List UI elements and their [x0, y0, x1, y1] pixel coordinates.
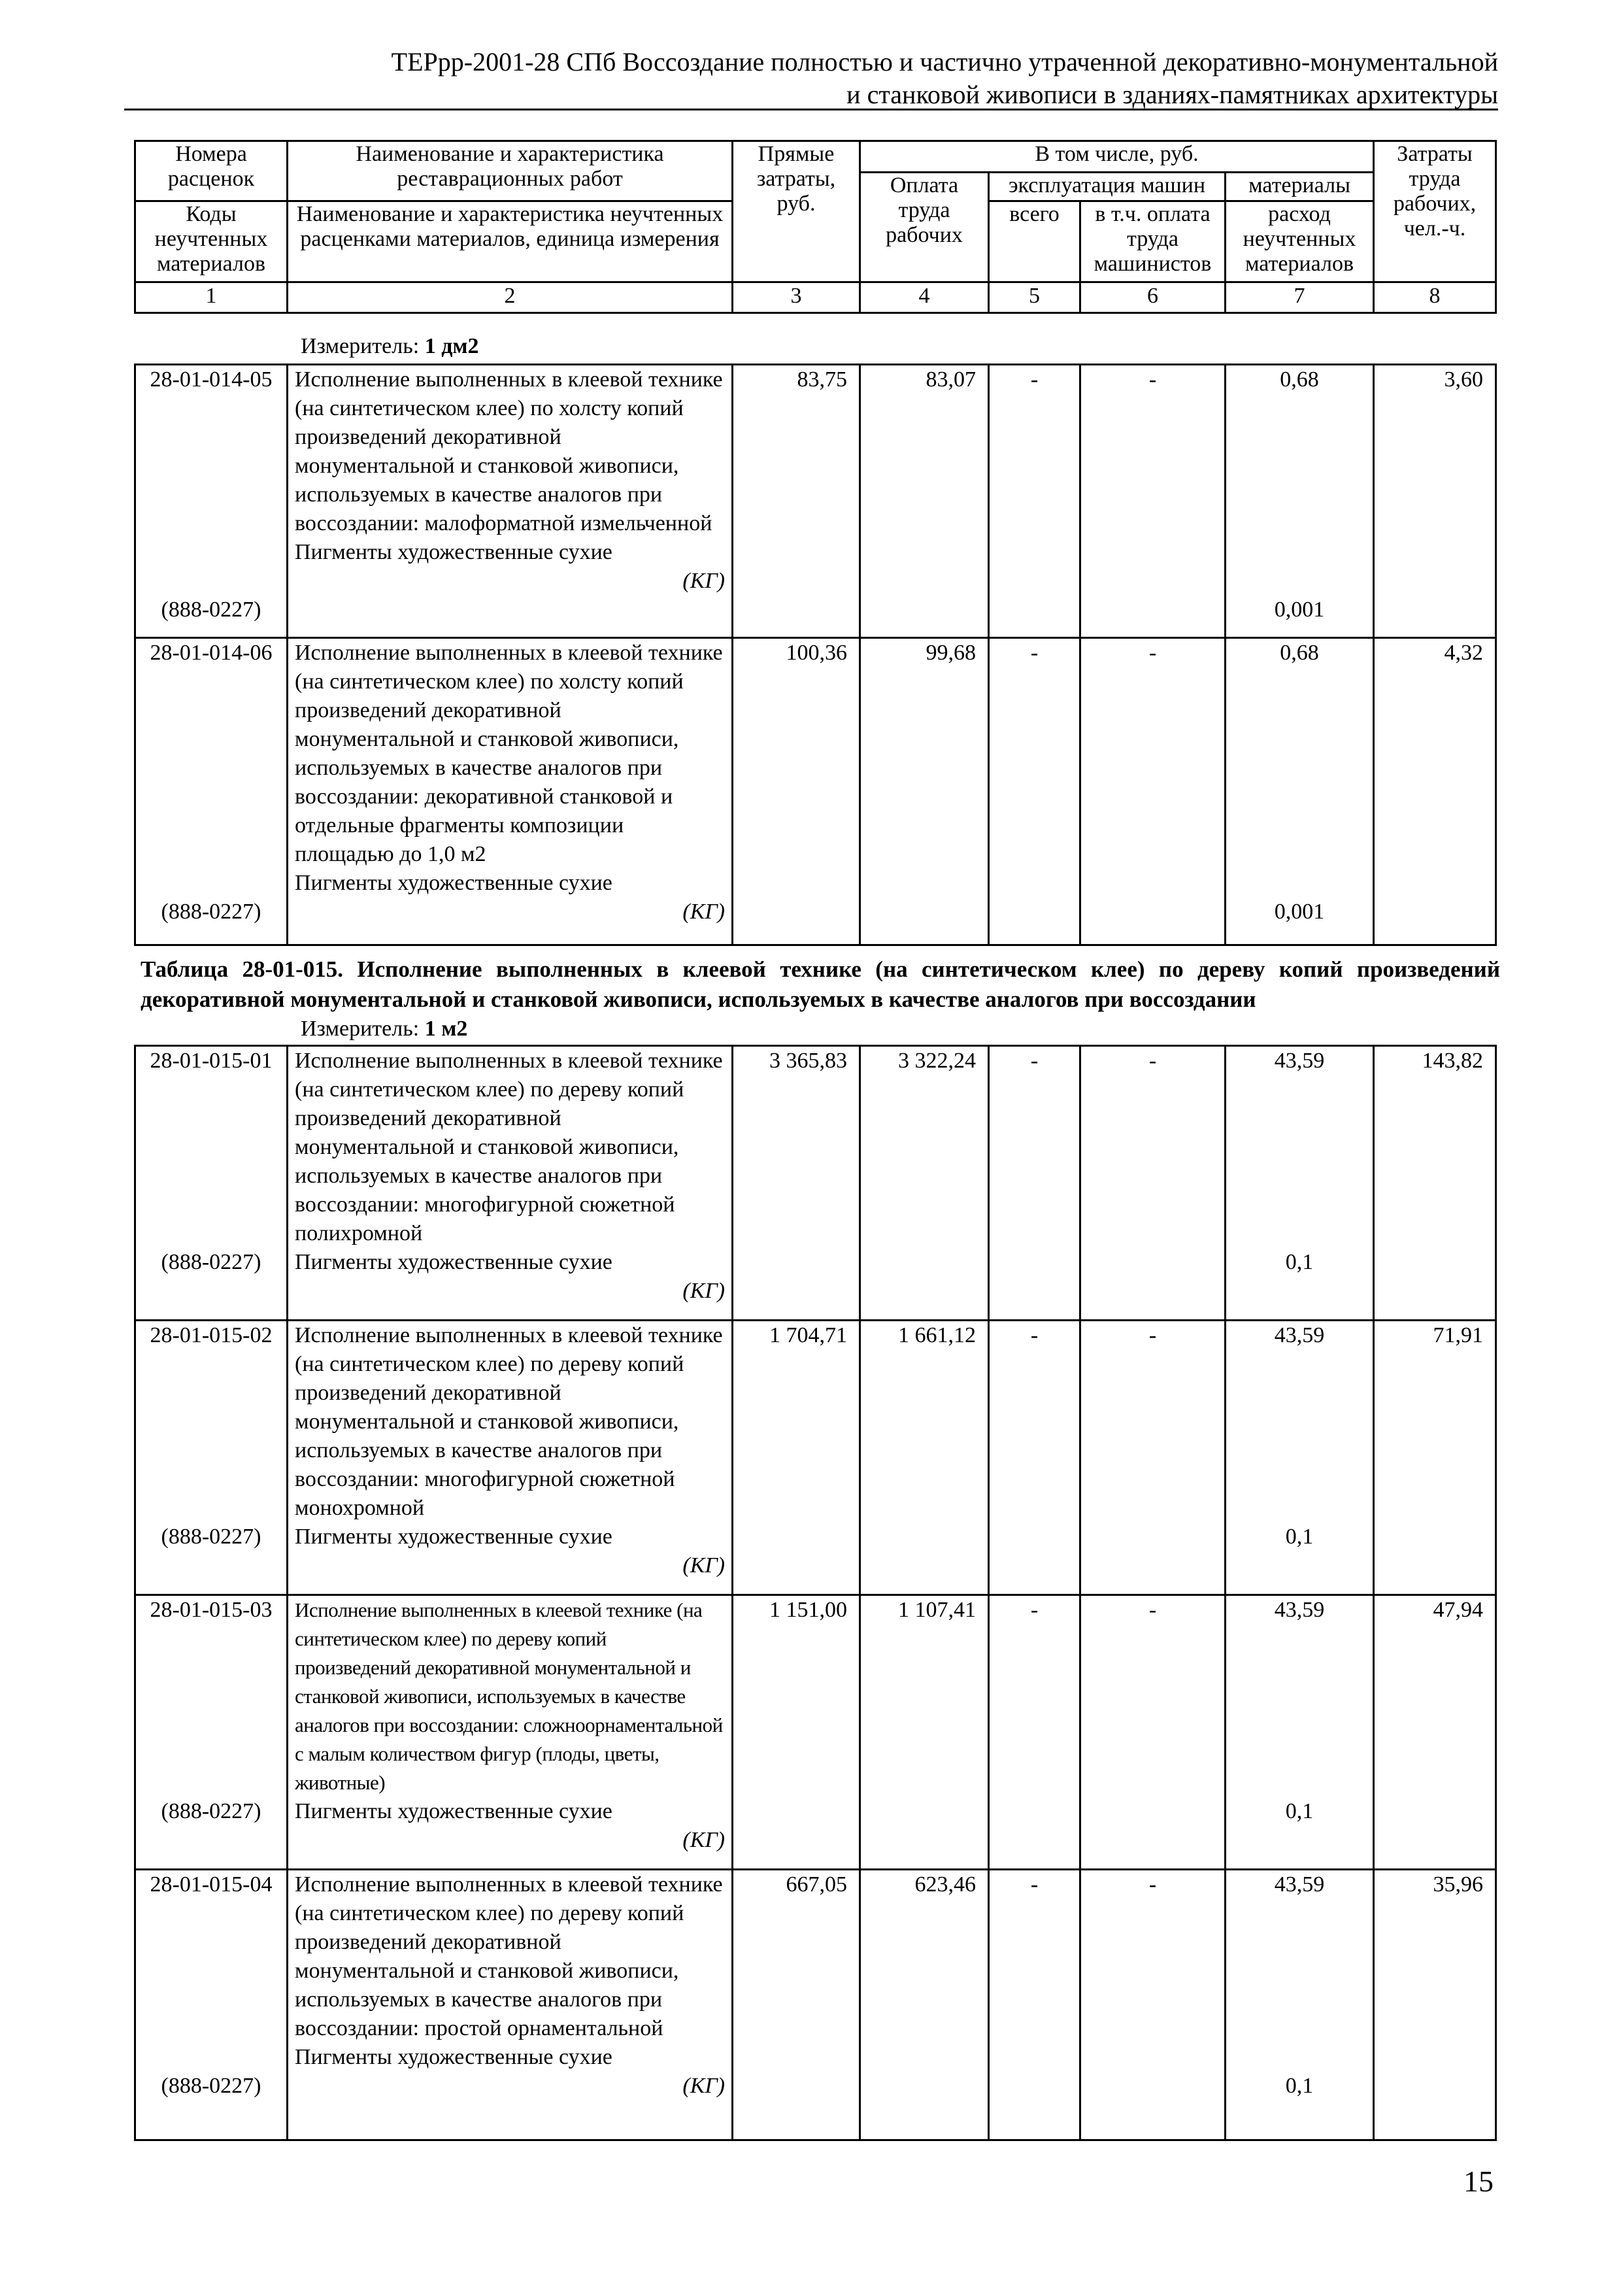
materials-cell: [1226, 1870, 1374, 2140]
page-number: 15: [1463, 2165, 1494, 2198]
col1-header-a: Номера расценок: [135, 141, 288, 201]
labor-cost: 1 661,12: [860, 1321, 989, 1595]
col-num-5: 5: [989, 282, 1080, 313]
col-num-1: 1: [135, 282, 288, 313]
machines-header: эксплуатация машин: [989, 173, 1226, 201]
table-row: [135, 1870, 1496, 2140]
material-name: Пигменты художественные сухие: [295, 1250, 612, 1274]
direct-cost: 667,05: [733, 1870, 860, 2140]
material-unit: (КГ): [682, 569, 725, 593]
machine-cost: -: [989, 1870, 1080, 2140]
description-cell: [288, 638, 733, 945]
material-code: (888-0227): [161, 598, 261, 622]
direct-cost: 100,36: [733, 638, 860, 945]
work-description: Исполнение выполненных в клеевой технике (на синтетическом клее) по дереву копий произведений декоративной монументальной и станковой живописи, используемых в качестве аналогов при воссоздании: многофигурной сюжетной полихромной: [295, 1049, 723, 1245]
rate-code-cell: [135, 1870, 288, 2140]
work-description: Исполнение выполненных в клеевой технике (на синтетическом клее) по дереву копий произведений декоративной монументальной и станковой живописи, используемых в качестве аналогов при воссоздании: сложноорнаментальной с малым количеством фигур (плоды, цветы, животные): [295, 1598, 723, 1794]
materials-cost: 43,59: [1274, 1049, 1325, 1073]
direct-cost: 3 365,83: [733, 1046, 860, 1321]
materials-header: материалы: [1226, 173, 1374, 201]
labor-cost: 623,46: [860, 1870, 989, 2140]
machine-cost: -: [989, 1321, 1080, 1595]
operator-labor-cost: -: [1080, 1321, 1226, 1595]
materials-cost: 43,59: [1274, 1598, 1325, 1622]
col-num-4: 4: [860, 282, 989, 313]
work-description: Исполнение выполненных в клеевой технике (на синтетическом клее) по дереву копий произведений декоративной монументальной и станковой живописи, используемых в качестве аналогов при воссоздании: простой орнаментальной: [295, 1872, 723, 2040]
table-row: [135, 1046, 1496, 1321]
material-code: (888-0227): [161, 900, 261, 924]
col-num-6: 6: [1080, 282, 1226, 313]
running-header-line2: и станковой живописи в зданиях-памятниках архитектуры: [846, 80, 1498, 109]
material-unit: (КГ): [682, 1279, 725, 1303]
material-name: Пигменты художественные сухие: [295, 1525, 612, 1549]
col-num-2: 2: [288, 282, 733, 313]
rate-code: 28-01-015-01: [150, 1049, 273, 1073]
material-qty: 0,1: [1285, 1250, 1314, 1274]
materials-cost: 0,68: [1280, 367, 1319, 392]
materials-cell: [1226, 1046, 1374, 1321]
labor-cost: 3 322,24: [860, 1046, 989, 1321]
table-row: [135, 638, 1496, 945]
rate-code: 28-01-015-03: [150, 1598, 273, 1622]
material-unit: (КГ): [682, 1553, 725, 1578]
description-cell: [288, 1870, 733, 2140]
labor-cost: 99,68: [860, 638, 989, 945]
machine-cost: -: [989, 1595, 1080, 1870]
materials-cell: [1226, 365, 1374, 638]
labor-cost: 1 107,41: [860, 1595, 989, 1870]
rate-code: 28-01-015-04: [150, 1872, 273, 1897]
table-caption: Таблица 28-01-015. Исполнение выполненных в клеевой технике (на синтетическом клее) по дереву копий произведений декоративной монументальной и станковой живописи, используемых в качестве аналогов при воссоздании: [141, 956, 1500, 1012]
machine-cost: -: [989, 365, 1080, 638]
included-header: В том числе, руб.: [860, 141, 1374, 173]
col5-header: всего: [989, 201, 1080, 282]
column-number-row: [135, 282, 1496, 313]
labor-hours: 35,96: [1374, 1870, 1496, 2140]
header-rule: [124, 109, 1498, 110]
labor-hours: 4,32: [1374, 638, 1496, 945]
material-qty: 0,001: [1274, 900, 1325, 924]
description-cell: [288, 1321, 733, 1595]
materials-cell: [1226, 1321, 1374, 1595]
table-row: [135, 1595, 1496, 1870]
material-code: (888-0227): [161, 1799, 261, 1823]
measure-label: Измеритель:: [301, 334, 425, 358]
table-header: [134, 140, 1497, 314]
materials-cost: 43,59: [1274, 1872, 1325, 1897]
labor-hours: 143,82: [1374, 1046, 1496, 1321]
machine-cost: -: [989, 1046, 1080, 1321]
direct-cost: 1 151,00: [733, 1595, 860, 1870]
work-description: Исполнение выполненных в клеевой технике (на синтетическом клее) по холсту копий произведений декоративной монументальной и станковой живописи, используемых в качестве аналогов при воссоздании: малоформатной измельченной: [295, 367, 723, 535]
col8-header: Затраты труда рабочих, чел.-ч.: [1374, 141, 1496, 282]
rate-code: 28-01-015-02: [150, 1323, 273, 1347]
col2-header-b: Наименование и характеристика неучтенных расценками материалов, единица измерения: [288, 201, 733, 282]
rate-code-cell: [135, 1595, 288, 1870]
materials-cell: [1226, 1595, 1374, 1870]
material-unit: (КГ): [682, 2074, 725, 2098]
rate-code: 28-01-014-05: [150, 367, 273, 392]
operator-labor-cost: -: [1080, 1870, 1226, 2140]
col7-header: расход неучтенных материалов: [1226, 201, 1374, 282]
rate-code-cell: [135, 1046, 288, 1321]
direct-cost: 1 704,71: [733, 1321, 860, 1595]
labor-hours: 3,60: [1374, 365, 1496, 638]
material-name: Пигменты художественные сухие: [295, 540, 612, 564]
work-description: Исполнение выполненных в клеевой технике (на синтетическом клее) по дереву копий произведений декоративной монументальной и станковой живописи, используемых в качестве аналогов при воссоздании: многофигурной сюжетной монохромной: [295, 1323, 723, 1520]
measure-unit: 1 дм2: [424, 334, 479, 358]
material-code: (888-0227): [161, 1250, 261, 1274]
materials-cell: [1226, 638, 1374, 945]
operator-labor-cost: -: [1080, 638, 1226, 945]
measure-label: Измеритель:: [301, 1017, 425, 1041]
measure-line-2: [301, 1015, 467, 1043]
material-name: Пигменты художественные сухие: [295, 2045, 612, 2069]
measure-line-1: [301, 332, 479, 361]
col-num-7: 7: [1226, 282, 1374, 313]
table-row: [135, 1321, 1496, 1595]
material-code: (888-0227): [161, 2074, 261, 2098]
materials-cost: 43,59: [1274, 1323, 1325, 1347]
labor-hours: 47,94: [1374, 1595, 1496, 1870]
material-name: Пигменты художественные сухие: [295, 871, 612, 895]
material-code: (888-0227): [161, 1525, 261, 1549]
material-qty: 0,001: [1274, 598, 1325, 622]
labor-hours: 71,91: [1374, 1321, 1496, 1595]
machine-cost: -: [989, 638, 1080, 945]
description-cell: [288, 365, 733, 638]
operator-labor-cost: -: [1080, 1595, 1226, 1870]
col2-header-a: Наименование и характеристика реставрационных работ: [288, 141, 733, 201]
rate-code: 28-01-014-06: [150, 641, 273, 665]
table-section-2: [134, 1045, 1497, 2141]
table-row: [135, 365, 1496, 638]
rate-code-cell: [135, 1321, 288, 1595]
col1-header-b: Коды неучтенных материалов: [135, 201, 288, 282]
labor-cost: 83,07: [860, 365, 989, 638]
col3-header: Прямые затраты, руб.: [733, 141, 860, 282]
material-qty: 0,1: [1285, 2074, 1314, 2098]
col-num-8: 8: [1374, 282, 1496, 313]
materials-cost: 0,68: [1280, 641, 1319, 665]
description-cell: [288, 1046, 733, 1321]
operator-labor-cost: -: [1080, 1046, 1226, 1321]
running-header: [125, 46, 1498, 111]
rate-code-cell: [135, 638, 288, 945]
col6-header: в т.ч. оплата труда машинистов: [1080, 201, 1226, 282]
measure-unit: 1 м2: [424, 1017, 468, 1041]
rate-code-cell: [135, 365, 288, 638]
description-cell: [288, 1595, 733, 1870]
material-unit: (КГ): [682, 900, 725, 924]
material-name: Пигменты художественные сухие: [295, 1799, 612, 1823]
direct-cost: 83,75: [733, 365, 860, 638]
operator-labor-cost: -: [1080, 365, 1226, 638]
material-unit: (КГ): [682, 1828, 725, 1852]
col4-header: Оплата труда рабочих: [860, 173, 989, 282]
material-qty: 0,1: [1285, 1799, 1314, 1823]
work-description: Исполнение выполненных в клеевой технике (на синтетическом клее) по холсту копий произведений декоративной монументальной и станковой живописи, используемых в качестве аналогов при воссоздании: декоративной станковой и отдельные фрагменты композиции площадью до 1,0 м2: [295, 641, 723, 866]
material-qty: 0,1: [1285, 1525, 1314, 1549]
col-num-3: 3: [733, 282, 860, 313]
table-section-1: [134, 363, 1497, 946]
running-header-line1: ТЕРрр-2001-28 СПб Воссоздание полностью и частично утраченной декоративно-монументальной: [391, 47, 1498, 76]
